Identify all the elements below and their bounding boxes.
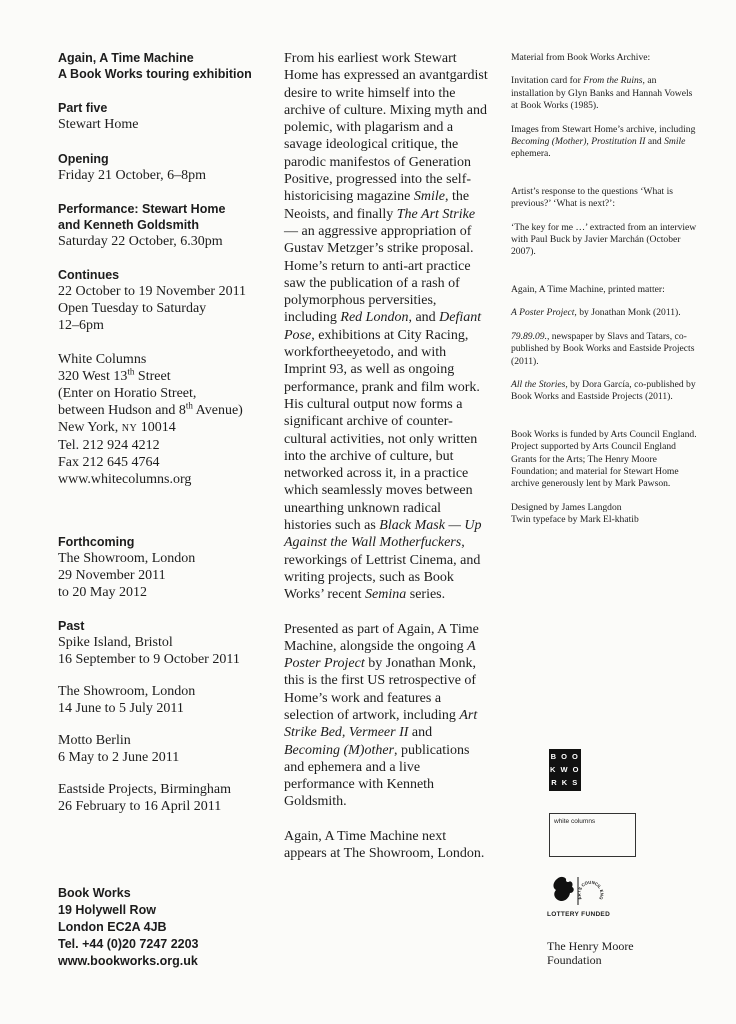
white-columns-label: white columns [554,818,596,825]
exhibition-subtitle: A Book Works touring exhibition [58,67,252,81]
past-venue: Spike Island, Bristol [58,635,173,650]
logo-row: R K S [551,778,579,787]
performance-heading-2: and Kenneth Goldsmith [58,218,199,232]
footer-line: London EC2A 4JB [58,920,167,934]
logo-row: B O O [550,752,580,761]
footer-website: www.bookworks.org.uk [58,954,198,968]
typeface-credit: Twin typeface by Mark El-khatib [511,514,639,526]
venue-street: 320 West 13th Street [58,366,171,384]
past-dates: 6 May to 2 June 2011 [58,750,180,765]
lottery-funded-text: LOTTERY FUNDED [547,911,611,918]
performance-heading: Performance: Stewart Home [58,202,226,216]
past-dates: 14 June to 5 July 2011 [58,701,184,716]
footer-line: 19 Holywell Row [58,903,156,917]
footer-line: Book Works [58,886,131,900]
continues-line: Open Tuesday to Saturday [58,301,207,316]
artist-response: Artist’s response to the questions ‘What is previous?’ ‘What is next?’: [511,185,674,210]
left-column [58,50,278,831]
key-for-me: ‘The key for me …’ extracted from an interview with Paul Buck by Javier Marchán (October 2007). [511,221,697,258]
lottery-hand-icon [553,877,573,901]
printed-newspaper: 79.89.09., newspaper by Slavs and Tatars, co-published by Book Works and Eastside Projects (2011). [511,330,695,367]
design-credit: Designed by James Langdon [511,501,622,513]
venue-name: White Columns [58,352,147,367]
continues-line: 12–6pm [58,318,104,333]
venue-entrance: (Enter on Horatio Street, [58,386,197,401]
forthcoming-line: 29 November 2011 [58,568,166,583]
venue-tel: Tel. 212 924 4212 [58,438,160,453]
right-column [511,52,701,527]
continues-heading: Continues [58,268,120,282]
past-venue: The Showroom, London [58,684,196,699]
venue-fax: Fax 212 645 4764 [58,455,160,470]
hmf-line: Foundation [547,952,602,967]
logo-row: K W O [550,765,580,774]
past-dates: 26 February to 16 April 2011 [58,799,222,814]
past-venue: Eastside Projects, Birmingham [58,782,232,797]
opening-text: Friday 21 October, 6–8pm [58,168,206,183]
book-works-logo [549,749,581,791]
white-columns-logo [549,813,636,857]
middle-column [284,50,489,879]
printed-matter-heading: Again, A Time Machine, printed matter: [511,283,665,295]
forthcoming-heading: Forthcoming [58,535,135,549]
past-venue: Motto Berlin [58,733,131,748]
performance-text: Saturday 22 October, 6.30pm [58,234,223,249]
part-text: Stewart Home [58,117,139,132]
past-heading: Past [58,619,85,633]
archive-images: Images from Stewart Home’s archive, including Becoming (Mother), Prostitution II and Smile ephemera. [511,123,696,160]
archive-invitation: Invitation card for From the Ruins, an installation by Glyn Banks and Hannah Vowels at Book Works (1985). [511,75,693,112]
exhibition-title: Again, A Time Machine [58,51,194,65]
essay-paragraph-3: Again, A Time Machine next appears at The Showroom, London. [284,828,485,862]
archive-heading: Material from Book Works Archive: [511,52,651,63]
essay-paragraph-2: Presented as part of Again, A Time Machine, alongside the ongoing A Poster Project by Jonathan Monk, this is the first US retrospective of Home’s work and features a selection of artwork, including Art Strike Bed, Vermeer II and Becoming (M)other, publications and ephemera and a live performance with Kenneth Goldsmith. [284,621,479,810]
forthcoming-line: to 20 May 2012 [58,585,148,600]
venue-cross-streets: between Hudson and 8th Avenue) [58,400,243,418]
venue-website: www.whitecolumns.org [58,472,192,487]
arts-council-text: ARTS COUNCIL ENG [576,879,605,901]
footer-line: Tel. +44 (0)20 7247 2203 [58,937,199,951]
part-heading: Part five [58,101,108,115]
essay-paragraph-1: From his earliest work Stewart Home has expressed an avantgardist desire to write himself into the archive of culture. Mixing myth and polemic, with plagarism and a savage ideological critique, the parodic manifestos of Generation Positive, progressed into the self-historicising magazine Smile, the Neoists, and finally The Art Strike — an aggressive appropriation of Gustav Metzger’s strike proposal. Home’s return to anti-art practice saw the publication of a rash of polymorphous perversities, including Red London, and Defiant Pose, exhibitions at City Racing, workfortheeyetodo, and with Imprint 93, as well as ongoing performance, prank and film work. His cultural output now forms a significant archive of counter-cultural activities, not only written into the archive of culture, but networked across it, in a practice which seamlessly moves between unearthing unknown radical histories such as Black Mask — Up Against the Wall Motherfuckers, reworkings of Lettrist Cinema, and writing projects, such as Book Works’ recent Semina series. [284,51,488,603]
printed-poster-project: A Poster Project, by Jonathan Monk (2011). [511,307,681,319]
funding-credits: Book Works is funded by Arts Council England. Project supported by Arts Council England Grants for the Arts; The Henry Moore Foundation; and material for Stewart Home archive generously lent by Mark Pawson. [511,428,697,490]
opening-heading: Opening [58,152,109,166]
forthcoming-line: The Showroom, London [58,551,196,566]
hmf-line: The Henry Moore [547,939,634,953]
printed-all-the-stories: All the Stories, by Dora García, co-published by Book Works and Eastside Projects (2011). [511,378,696,403]
henry-moore-foundation [547,940,667,967]
past-dates: 16 September to 9 October 2011 [58,652,240,667]
book-works-address [58,885,288,970]
venue-address [58,351,278,488]
venue-city: New York, NY 10014 [58,420,176,435]
continues-line: 22 October to 19 November 2011 [58,284,247,299]
